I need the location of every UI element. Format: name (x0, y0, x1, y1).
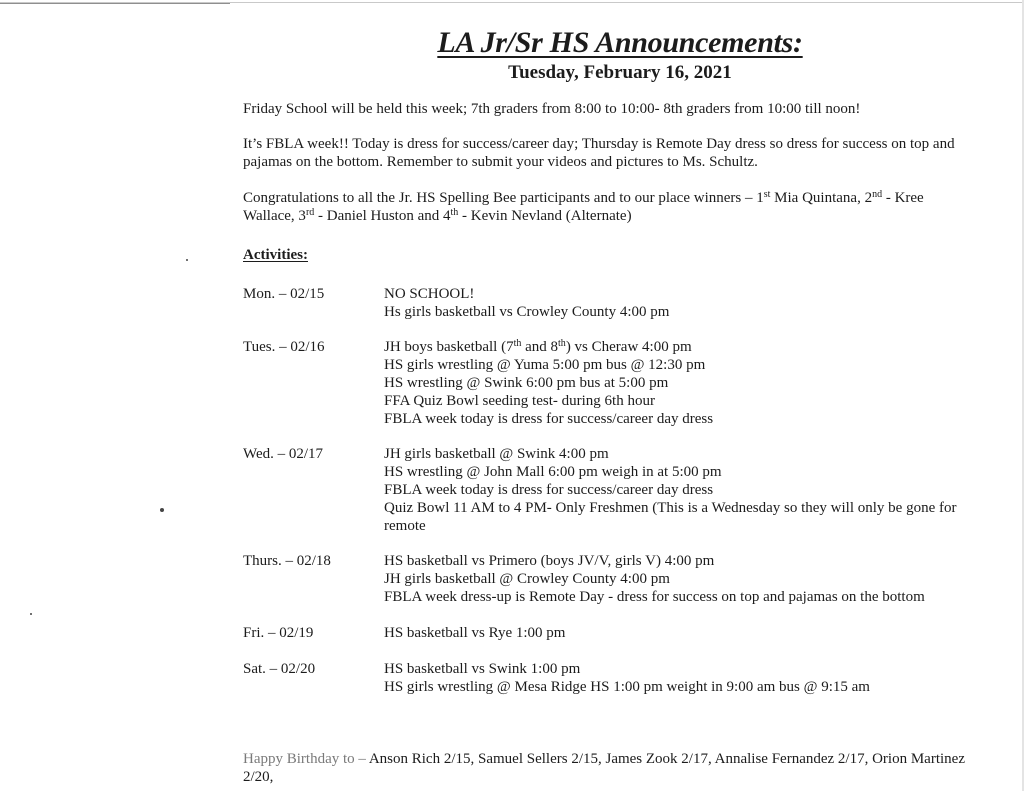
fbla-line: pajamas on the bottom. Remember to submit your videos and pictures to Ms. Schultz. (243, 154, 758, 170)
scan-speck (30, 613, 32, 615)
activity-event: Hs girls basketball vs Crowley County 4:00 pm (384, 304, 670, 320)
activity-event: HS girls wrestling @ Yuma 5:00 pm bus @ 12:30 pm (384, 357, 706, 373)
activity-event: JH girls basketball @ Swink 4:00 pm (384, 446, 609, 462)
activity-day-tue: Tues. – 02/16 (243, 339, 325, 355)
friday-school-text: Friday School will be held this week; 7th graders from 8:00 to 10:00- 8th graders from 10:00 till noon! (243, 101, 861, 117)
activity-event: HS basketball vs Swink 1:00 pm (384, 661, 581, 677)
birthday-names: Anson Rich 2/15, Samuel Sellers 2/15, James Zook 2/17, Annalise Fernandez 2/17, Orion Martinez (368, 751, 965, 767)
activity-event: FBLA week today is dress for success/career day dress (384, 482, 714, 498)
spelling-bee-paragraph (243, 189, 983, 225)
activity-event: HS wrestling @ Swink 6:00 pm bus at 5:00 pm (384, 375, 669, 391)
activity-events-thu (384, 552, 984, 606)
spelling-bee-line: Congratulations to all the Jr. HS Spelling Bee participants and to our place winners – 1st Mia Quintana, 2nd - Kree (243, 189, 924, 206)
activity-event: HS basketball vs Primero (boys JV/V, girls V) 4:00 pm (384, 553, 715, 569)
activity-event: HS basketball vs Rye 1:00 pm (384, 625, 566, 641)
spelling-bee-line: Wallace, 3rd - Daniel Huston and 4th - Kevin Nevland (Alternate) (243, 207, 632, 224)
activity-events-fri (384, 624, 984, 642)
activity-event: NO SCHOOL! (384, 286, 475, 302)
activity-event: JH boys basketball (7th and 8th) vs Cheraw 4:00 pm (384, 338, 692, 355)
activity-event: FFA Quiz Bowl seeding test- during 6th hour (384, 393, 655, 409)
activity-events-tue (384, 338, 984, 428)
birthday-lead: Happy Birthday to – (243, 751, 369, 767)
activity-event: FBLA week today is dress for success/career day dress (384, 411, 714, 427)
activity-day-sat: Sat. – 02/20 (243, 661, 316, 677)
friday-school-paragraph (243, 100, 983, 118)
activities-heading: Activities: (243, 247, 308, 263)
scan-speck (160, 508, 164, 512)
activity-day-wed: Wed. – 02/17 (243, 446, 324, 462)
scan-top-shadow (0, 3, 230, 4)
announcement-date: Tuesday, February 16, 2021 (508, 62, 732, 83)
fbla-line: It’s FBLA week!! Today is dress for success/career day; Thursday is Remote Day dress so dress for success on top and (243, 136, 955, 152)
activity-event: JH girls basketball @ Crowley County 4:00 pm (384, 571, 670, 587)
activity-event: remote (384, 518, 426, 534)
birthday-line: 2/20, (243, 769, 274, 785)
page-title: LA Jr/Sr HS Announcements: (437, 26, 803, 59)
scan-speck (186, 259, 188, 261)
activity-event: FBLA week dress-up is Remote Day - dress for success on top and pajamas on the bottom (384, 589, 925, 605)
fbla-paragraph (243, 135, 983, 171)
activity-events-mon (384, 285, 984, 321)
birthday-paragraph (243, 750, 1003, 786)
activity-event: Quiz Bowl 11 AM to 4 PM- Only Freshmen (This is a Wednesday so they will only be gone for (384, 500, 957, 516)
birthday-line (243, 750, 1003, 768)
activity-event: HS girls wrestling @ Mesa Ridge HS 1:00 pm weight in 9:00 am bus @ 9:15 am (384, 679, 870, 695)
activity-day-thu: Thurs. – 02/18 (243, 553, 331, 569)
activity-event: HS wrestling @ John Mall 6:00 pm weigh in at 5:00 pm (384, 464, 722, 480)
activity-day-mon: Mon. – 02/15 (243, 286, 325, 302)
activity-day-fri: Fri. – 02/19 (243, 625, 314, 641)
activity-events-sat (384, 660, 984, 696)
activity-events-wed (384, 445, 984, 535)
